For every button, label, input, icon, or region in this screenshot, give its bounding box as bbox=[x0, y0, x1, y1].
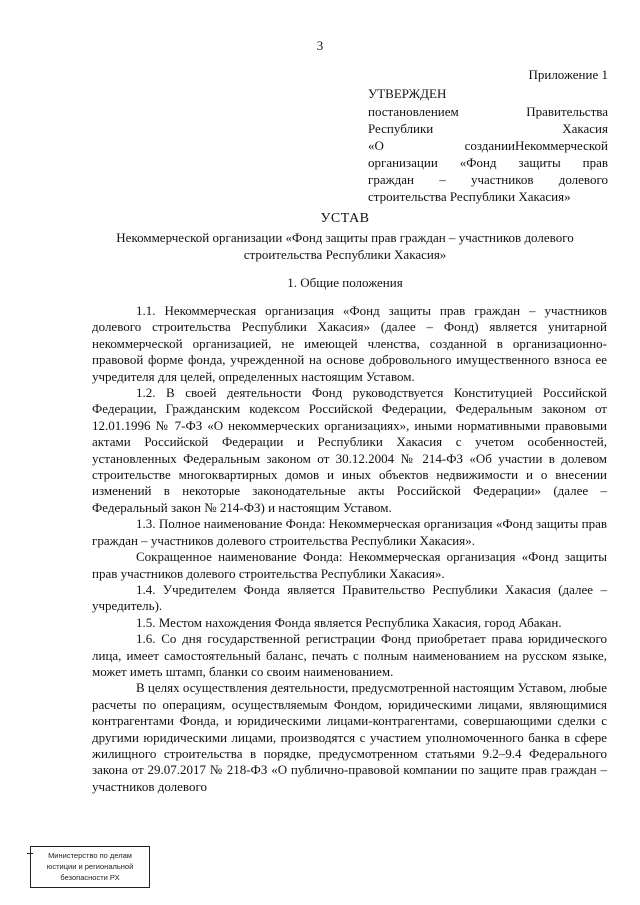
section-heading: 1. Общие положения bbox=[287, 275, 403, 290]
document-title: УСТАВ bbox=[320, 211, 370, 226]
approval-line: «О созданииНекоммерческой bbox=[368, 138, 608, 153]
paragraph-1-6: 1.6. Со дня государственной регистрации Фонд приобретает права юридического лица, имеет самостоятельный баланс, печать с полным наименованием на русском языке, может иметь штамп, бланки со своим наименованием. bbox=[92, 631, 607, 679]
document-title-block bbox=[80, 210, 610, 263]
stamp-line: безопасности РХ bbox=[60, 873, 120, 882]
paragraph-settlements: В целях осуществления деятельности, предусмотренной настоящим Уставом, любые расчеты по операциям, осуществляемым Фондом, юридическими лицами, являющимися контрагентами Фонда, и юридическими лицами-контрагентами, совершающими сделки с другими юридическими лицами, производятся с участием уполномоченного банка в сфере жилищного строительства в порядке, предусмотренном статьями 9.2–9.4 Федерального закона от 29.07.2017 № 218-ФЗ «О публично-правовой компании по защите прав граждан – участников долевого bbox=[92, 680, 607, 794]
annex-label: Приложение 1 bbox=[528, 67, 608, 82]
paragraph-1-2: 1.2. В своей деятельности Фонд руководствуется Конституцией Российской Федерации, Гражданским кодексом Российской Федерации, Федеральным законом от 12.01.1996 № 7-ФЗ «О некоммерческих организациях», иными нормативными правовыми актами Российской Федерации и Республики Хакасия с учетом особенностей, установленных Федеральным законом от 30.12.2004 № 214-ФЗ «Об участии в долевом строительстве многоквартирных домов и иных объектов недвижимости и о внесении изменений в некоторые законодательные акты Российской Федерации» (далее – Федеральный закон № 214-ФЗ) и настоящим Уставом. bbox=[92, 385, 607, 515]
paragraph-1-3: 1.3. Полное наименование Фонда: Некоммерческая организация «Фонд защиты прав граждан – участников долевого строительства Республики Хакасия». bbox=[92, 516, 607, 548]
approval-line: постановлением Правительства bbox=[368, 104, 608, 119]
approval-line: Республики Хакасия bbox=[368, 121, 608, 136]
approval-line: граждан – участников долевого bbox=[368, 172, 608, 187]
page-number: 3 bbox=[316, 38, 324, 53]
document-body bbox=[92, 303, 607, 795]
stamp-line: Министерство по делам bbox=[48, 851, 132, 860]
approval-block bbox=[368, 66, 608, 205]
approval-line: организации «Фонд защиты прав bbox=[368, 155, 608, 170]
paragraph-1-4: 1.4. Учредителем Фонда является Правительство Республики Хакасия (далее – учредитель). bbox=[92, 581, 607, 614]
approved-heading: УТВЕРЖДЕН bbox=[368, 86, 447, 101]
approval-line: строительства Республики Хакасия» bbox=[368, 189, 571, 204]
paragraph-short-name: Сокращенное наименование Фонда: Некоммерческая организация «Фонд защиты прав участников долевого строительства Республики Хакасия». bbox=[92, 549, 607, 581]
stamp-tick bbox=[27, 853, 33, 854]
stamp-line: юстиции и региональной bbox=[46, 862, 134, 871]
paragraph-1-1: 1.1. Некоммерческая организация «Фонд защиты прав граждан – участников долевого строительства Республики Хакасия» (далее – Фонд) является унитарной некоммерческой организацией, не имеющей членства, созданной в организационно-правовой форме фонда, учрежденной на основе добровольного имущественного взноса ее учредителя для целей, определенных настоящим Уставом. bbox=[92, 303, 607, 384]
registration-stamp bbox=[30, 846, 150, 888]
paragraph-1-5: 1.5. Местом нахождения Фонда является Республика Хакасия, город Абакан. bbox=[136, 614, 562, 630]
document-subtitle: Некоммерческой организации «Фонд защиты прав граждан – участников долевого строительства Республики Хакасия» bbox=[116, 230, 574, 262]
